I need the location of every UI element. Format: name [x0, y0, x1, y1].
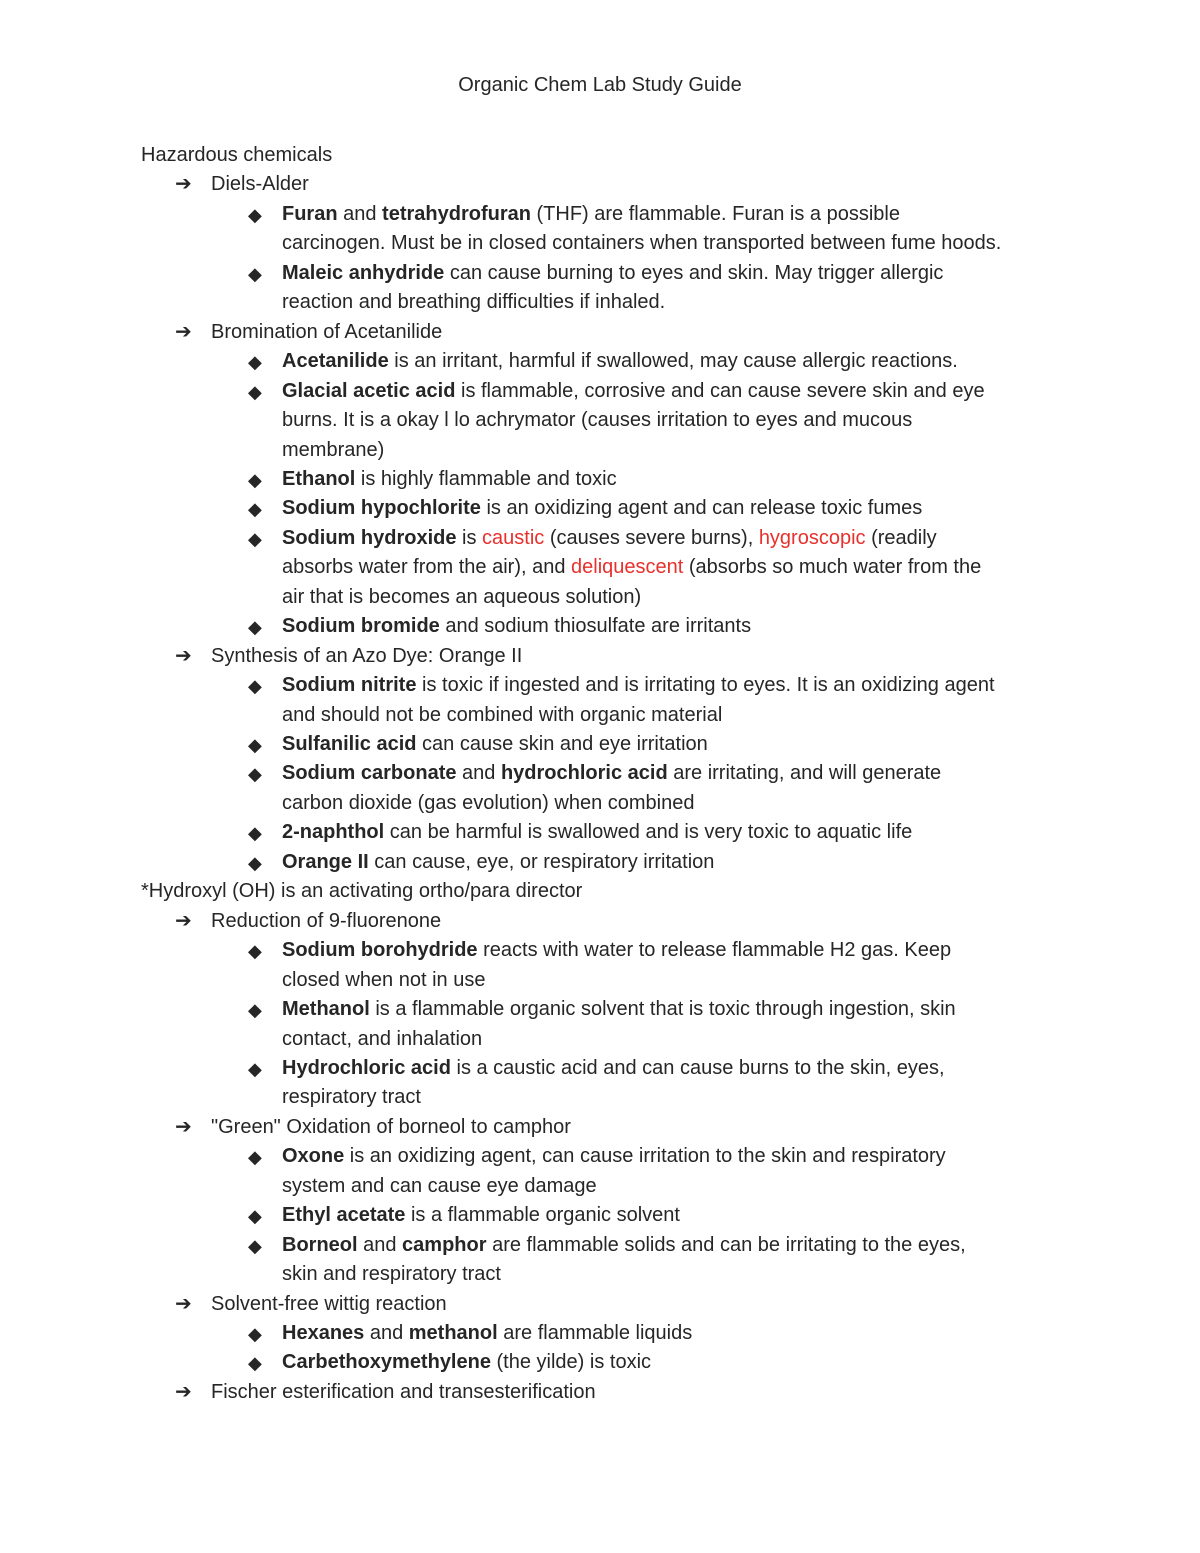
chemical-item [248, 849, 715, 875]
line-text: skin and respiratory tract [282, 1263, 501, 1286]
chemical-item [248, 731, 708, 757]
diamond-bullet-icon: ◆ [248, 823, 262, 844]
diamond-bullet-icon: ◆ [248, 469, 262, 490]
chemical-item [248, 1202, 680, 1228]
line-text: are flammable liquids [497, 1322, 693, 1344]
item-continuation [282, 407, 912, 433]
topic-item [175, 1114, 571, 1140]
chemical-name: Carbethoxymethylene [282, 1351, 491, 1374]
item-continuation [282, 1261, 501, 1287]
item-continuation [282, 437, 384, 463]
diamond-bullet-icon: ◆ [248, 676, 262, 697]
item-continuation [282, 554, 981, 580]
line-text: Bromination of Acetanilide [211, 320, 443, 343]
line-text: carcinogen. Must be in closed containers when transported between fume hoods. [282, 232, 1002, 255]
line-text: Fischer esterification and transesterification [211, 1380, 596, 1403]
highlighted-term: deliquescent [571, 556, 684, 579]
item-continuation [282, 584, 641, 610]
line-text: is flammable, corrosive and can cause severe skin and eye [455, 379, 985, 402]
chemical-name: Furan [282, 202, 338, 225]
chemical-name: Sodium bromide [282, 615, 440, 638]
line-text: reaction and breathing difficulties if inhaled. [282, 291, 666, 314]
line-text: (the yilde) is toxic [490, 1351, 652, 1374]
chemical-item [248, 819, 913, 845]
line-text: is a flammable organic solvent [405, 1204, 680, 1227]
topic-item [175, 1379, 596, 1405]
diamond-bullet-icon: ◆ [248, 381, 262, 402]
line-text: absorbs water from the air), and [282, 556, 572, 579]
chemical-item [248, 613, 752, 639]
chemical-name: Hydrochloric acid [282, 1056, 451, 1079]
diamond-bullet-icon: ◆ [248, 499, 262, 520]
chemical-name: Oxone [282, 1145, 345, 1168]
chemical-name: hydrochloric acid [500, 762, 668, 785]
line-text: and sodium thiosulfate are irritants [439, 615, 752, 638]
chemical-item [248, 1320, 693, 1346]
topic-item [175, 319, 443, 345]
chemical-name: Sulfanilic acid [282, 733, 417, 755]
arrow-bullet-icon: ➔ [175, 1115, 192, 1138]
line-text: is [456, 526, 483, 549]
chemical-item [248, 1232, 966, 1258]
line-text: are flammable solids and can be irritating to the eyes, [486, 1233, 966, 1256]
diamond-bullet-icon: ◆ [248, 1324, 262, 1344]
line-text: and [456, 762, 501, 785]
item-continuation [282, 230, 1001, 256]
line-text: respiratory tract [282, 1086, 421, 1109]
chemical-item [248, 201, 900, 227]
chemical-name: Sodium borohydride [282, 939, 478, 962]
diamond-bullet-icon: ◆ [248, 1058, 262, 1079]
line-text: and [357, 1233, 403, 1256]
chemical-name: Ethyl acetate [282, 1204, 406, 1227]
line-text: can cause skin and eye irritation [416, 733, 708, 755]
chemical-name: Acetanilide [282, 350, 389, 373]
diamond-bullet-icon: ◆ [248, 735, 262, 755]
chemical-name: Hexanes [282, 1322, 365, 1344]
diamond-bullet-icon: ◆ [248, 764, 262, 785]
diamond-bullet-icon: ◆ [248, 852, 262, 873]
line-text: (THF) are flammable. Furan is a possible [530, 202, 900, 225]
diamond-bullet-icon: ◆ [248, 528, 262, 549]
line-text: and [337, 202, 383, 225]
arrow-bullet-icon: ➔ [175, 644, 192, 667]
arrow-bullet-icon: ➔ [175, 1292, 192, 1315]
line-text: closed when not in use [282, 968, 486, 991]
chemical-name: Maleic anhydride [282, 261, 445, 284]
line-text: can cause burning to eyes and skin. May trigger allergic [444, 261, 944, 284]
chemical-item [248, 525, 937, 551]
diamond-bullet-icon: ◆ [248, 352, 262, 373]
topic-item [175, 908, 442, 934]
diamond-bullet-icon: ◆ [248, 941, 262, 962]
chemical-item [248, 996, 956, 1022]
chemical-name: Methanol [282, 998, 370, 1021]
chemical-name: Glacial acetic acid [282, 379, 456, 402]
section-heading [141, 878, 582, 904]
chemical-item [248, 937, 952, 963]
chemical-item [248, 672, 995, 698]
line-text: are irritating, and will generate [667, 762, 942, 785]
item-continuation [282, 1026, 482, 1052]
chemical-item [248, 1055, 945, 1081]
arrow-bullet-icon: ➔ [175, 1380, 192, 1403]
arrow-bullet-icon: ➔ [175, 320, 192, 343]
item-continuation [282, 289, 665, 315]
chemical-name: Sodium hydroxide [282, 526, 457, 549]
line-text: is an oxidizing agent and can release toxic fumes [480, 497, 923, 520]
topic-item [175, 643, 523, 669]
page-title: Organic Chem Lab Study Guide [458, 74, 742, 96]
line-text: (absorbs so much water from the [683, 556, 982, 579]
line-text: system and can cause eye damage [282, 1174, 597, 1197]
line-text: and [364, 1322, 409, 1344]
line-text: Diels-Alder [211, 173, 309, 196]
line-text: is a caustic acid and can cause burns to the skin, eyes, [450, 1056, 945, 1079]
chemical-item [248, 466, 617, 492]
diamond-bullet-icon: ◆ [248, 1147, 262, 1168]
chemical-item [248, 495, 923, 521]
chemical-item [248, 1143, 946, 1169]
line-text: Reduction of 9-fluorenone [211, 909, 442, 932]
chemical-name: Ethanol [282, 467, 356, 490]
diamond-bullet-icon: ◆ [248, 1353, 262, 1374]
line-text: reacts with water to release flammable H2 gas. Keep [477, 939, 952, 962]
item-continuation [282, 790, 694, 816]
line-text: and should not be combined with organic material [282, 703, 723, 726]
topic-item [175, 171, 309, 197]
item-continuation [282, 702, 722, 728]
chemical-name: tetrahydrofuran [382, 202, 531, 225]
diamond-bullet-icon: ◆ [248, 1235, 262, 1256]
chemical-name: camphor [402, 1233, 487, 1256]
line-text: (causes severe burns), [544, 526, 759, 549]
chemical-item [248, 378, 985, 404]
line-text: Solvent-free wittig reaction [211, 1292, 447, 1315]
item-continuation [282, 967, 485, 993]
arrow-bullet-icon: ➔ [175, 909, 192, 932]
item-continuation [282, 1084, 421, 1110]
line-text: burns. It is a okay l lo achrymator (causes irritation to eyes and mucous [282, 409, 913, 432]
line-text: is an oxidizing agent, can cause irritation to the skin and respiratory [344, 1145, 946, 1168]
chemical-item [248, 348, 958, 374]
diamond-bullet-icon: ◆ [248, 263, 262, 284]
chemical-name: Sodium hypochlorite [282, 497, 481, 520]
line-text: "Green" Oxidation of borneol to camphor [211, 1115, 571, 1138]
chemical-name: Orange II [282, 850, 369, 873]
section-heading [141, 142, 332, 168]
line-text: *Hydroxyl (OH) is an activating ortho/para director [141, 880, 583, 903]
line-text: can be harmful is swallowed and is very toxic to aquatic life [384, 821, 913, 844]
line-text: is a flammable organic solvent that is toxic through ingestion, skin [369, 998, 956, 1021]
topic-item [175, 1291, 447, 1317]
highlighted-term: caustic [482, 526, 545, 549]
diamond-bullet-icon: ◆ [248, 617, 262, 638]
line-text: carbon dioxide (gas evolution) when combined [282, 791, 695, 814]
arrow-bullet-icon: ➔ [175, 173, 192, 196]
line-text: is an irritant, harmful if swallowed, may cause allergic reactions. [388, 350, 958, 373]
item-continuation [282, 1173, 597, 1199]
diamond-bullet-icon: ◆ [248, 204, 262, 225]
line-text: contact, and inhalation [282, 1027, 483, 1050]
line-text: Hazardous chemicals [141, 144, 333, 166]
line-text: membrane) [282, 438, 385, 461]
line-text: can cause, eye, or respiratory irritation [368, 850, 715, 873]
line-text: (readily [865, 526, 937, 549]
chemical-name: Sodium nitrite [282, 674, 417, 697]
chemical-name: Sodium carbonate [282, 762, 457, 785]
highlighted-term: hygroscopic [758, 526, 866, 549]
chemical-item [248, 760, 942, 786]
chemical-name: 2-naphthol [282, 821, 385, 844]
chemical-item [248, 260, 944, 286]
chemical-item [248, 1349, 652, 1375]
chemical-name: methanol [408, 1322, 498, 1344]
line-text: is toxic if ingested and is irritating to eyes. It is an oxidizing agent [416, 674, 995, 697]
diamond-bullet-icon: ◆ [248, 1000, 262, 1021]
line-text: is highly flammable and toxic [355, 467, 617, 490]
line-text: Synthesis of an Azo Dye: Orange II [211, 644, 523, 667]
chemical-name: Borneol [282, 1233, 358, 1256]
line-text: air that is becomes an aqueous solution) [282, 585, 642, 608]
diamond-bullet-icon: ◆ [248, 1206, 262, 1227]
